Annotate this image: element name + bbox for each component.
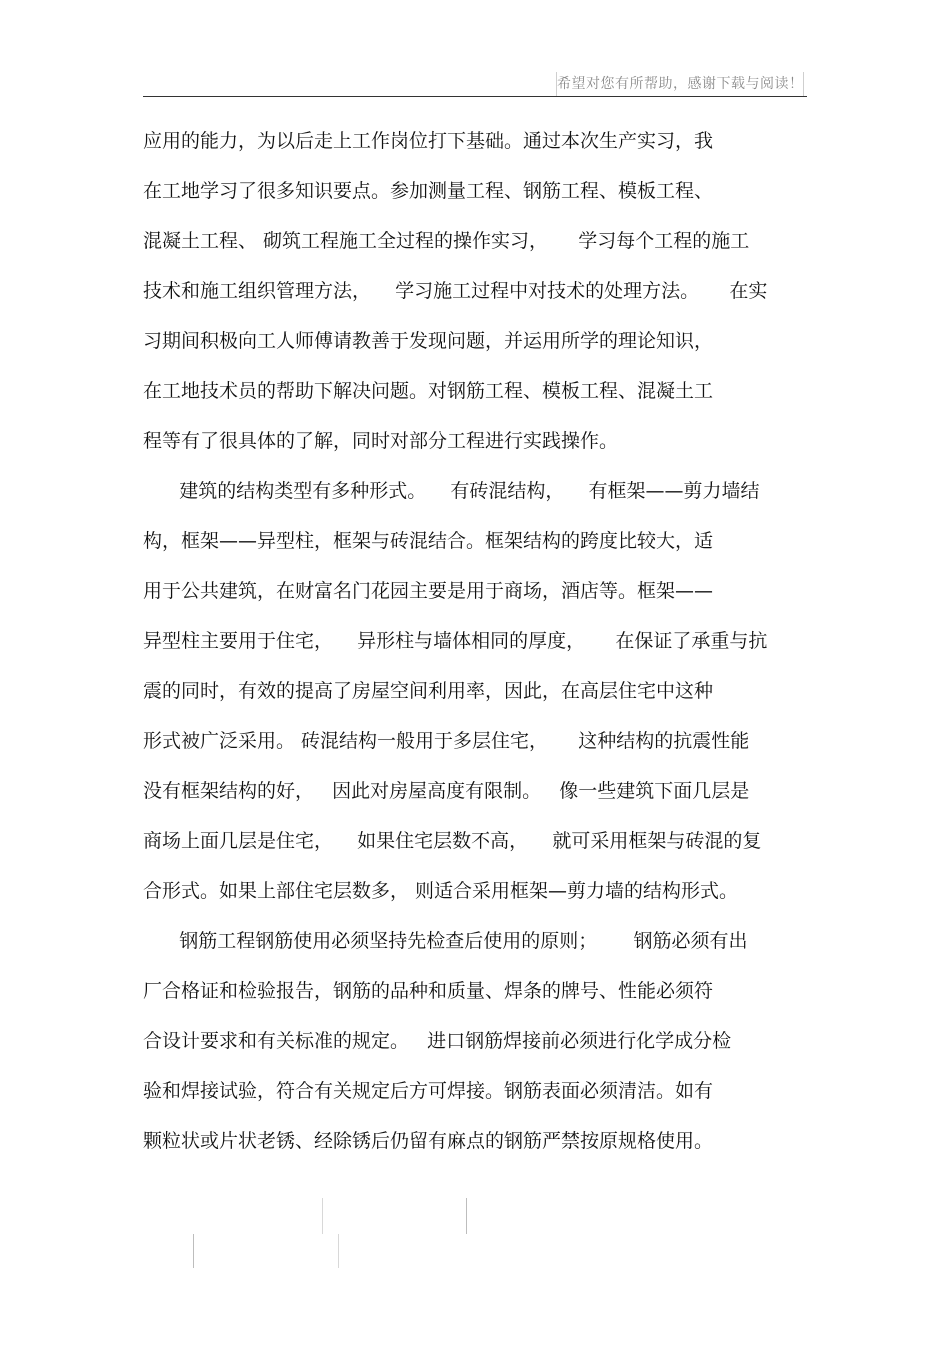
text-line: 在工地技术员的帮助下解决问题。对钢筋工程、模板工程、混凝土工 <box>143 380 714 402</box>
scan-mark <box>466 1198 467 1234</box>
text-line: 颗粒状或片状老锈、经除锈后仍留有麻点的钢筋严禁按原规格使用。 <box>143 1130 714 1152</box>
text-line: 程等有了很具体的了解，同时对部分工程进行实践操作。 <box>143 430 619 452</box>
text-line: 钢筋工程钢筋使用必须坚持先检查后使用的原则； 钢筋必须有出 <box>143 930 748 952</box>
text-line: 合形式。如果上部住宅层数多， 则适合采用框架—剪力墙的结构形式。 <box>143 880 739 902</box>
text-line: 没有框架结构的好， 因此对房屋高度有限制。 像一些建筑下面几层是 <box>143 780 750 802</box>
scan-mark <box>193 1234 194 1268</box>
scan-mark <box>322 1198 323 1234</box>
text-line: 异型柱主要用于住宅， 异形柱与墙体相同的厚度， 在保证了承重与抗 <box>143 630 768 652</box>
text-line: 形式被广泛采用。 砖混结构一般用于多层住宅， 这种结构的抗震性能 <box>143 730 750 752</box>
text-line: 在工地学习了很多知识要点。参加测量工程、钢筋工程、模板工程、 <box>143 180 714 202</box>
text-line: 合设计要求和有关标准的规定。 进口钢筋焊接前必须进行化学成分检 <box>143 1030 732 1052</box>
text-line: 验和焊接试验，符合有关规定后方可焊接。钢筋表面必须清洁。如有 <box>143 1080 714 1102</box>
text-line: 商场上面几层是住宅， 如果住宅层数不高， 就可采用框架与砖混的复 <box>143 830 762 852</box>
scan-mark <box>338 1234 339 1268</box>
text-line: 习期间积极向工人师傅请教善于发现问题，并运用所学的理论知识， <box>143 330 714 352</box>
text-line: 震的同时，有效的提高了房屋空间利用率，因此，在高层住宅中这种 <box>143 680 714 702</box>
text-line: 混凝土工程、 砌筑工程施工全过程的操作实习， 学习每个工程的施工 <box>143 230 750 252</box>
text-line: 构，框架——异型柱，框架与砖混结合。框架结构的跨度比较大，适 <box>143 530 714 552</box>
text-line: 用于公共建筑，在财富名门花园主要是用于商场，酒店等。框架—— <box>143 580 714 602</box>
text-line: 技术和施工组织管理方法， 学习施工过程中对技术的处理方法。 在实 <box>143 280 768 302</box>
header-rule <box>143 96 807 97</box>
text-line: 建筑的结构类型有多种形式。 有砖混结构， 有框架——剪力墙结 <box>143 480 760 502</box>
text-line: 厂合格证和检验报告，钢筋的品种和质量、焊条的牌号、性能必须符 <box>143 980 714 1002</box>
header-note: 希望对您有所帮助，感谢下载与阅读！ <box>556 72 804 96</box>
text-line: 应用的能力，为以后走上工作岗位打下基础。通过本次生产实习，我 <box>143 130 714 152</box>
